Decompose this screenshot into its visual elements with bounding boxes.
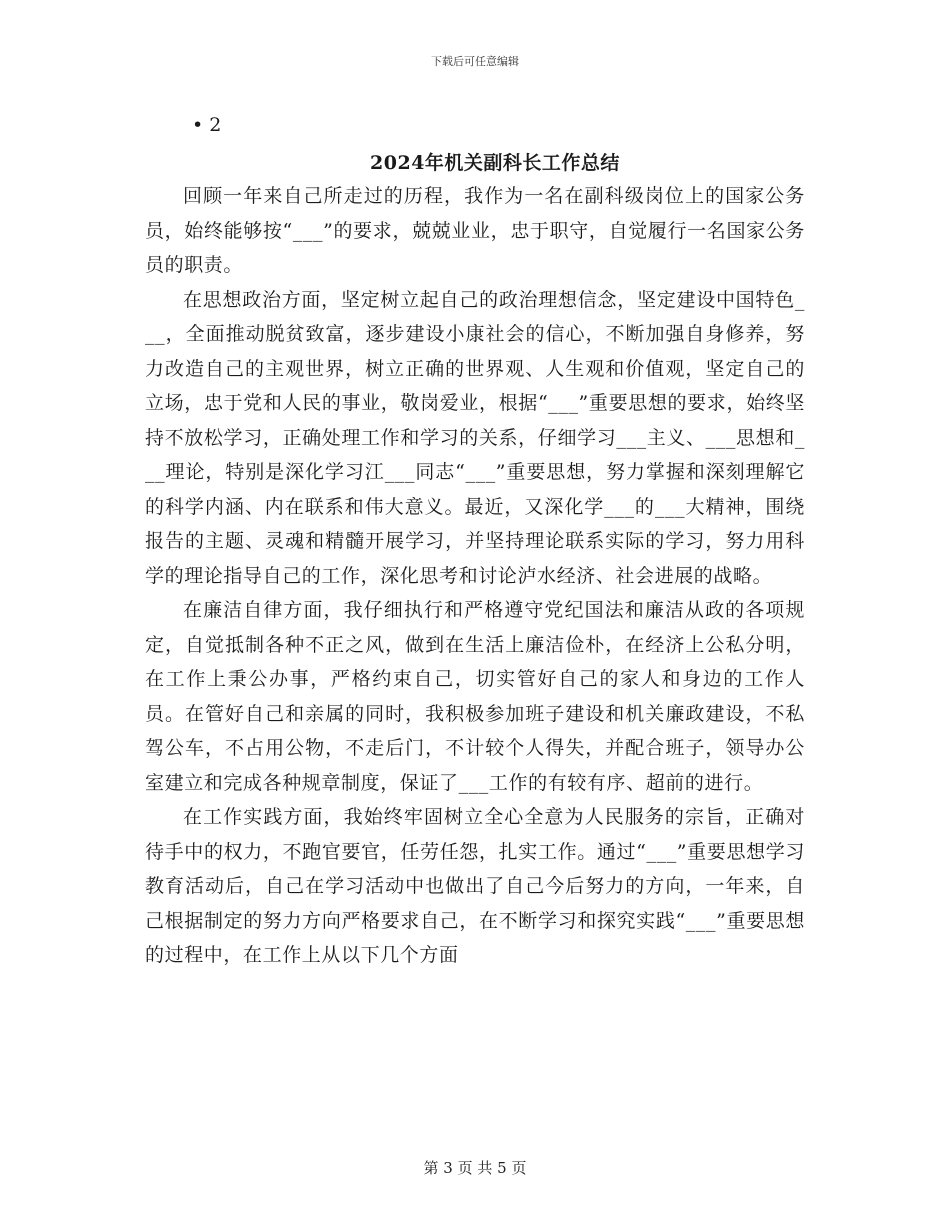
document-title: 2024年机关副科长工作总结 <box>370 152 620 174</box>
page-number: 第 3 页 共 5 页 <box>423 1159 527 1177</box>
paragraph-work-practice: 在工作实践方面，我始终牢固树立全心全意为人民服务的宗旨，正确对待手中的权力，不跑官要官，任劳任怨，扎实工作。通过“___”重要思想学习教育活动后，自己在学习活动中也做出了自己今后努力的方向，一年来，自己根据制定的努力方向严格要求自己，在不断学习和探究实践“___”重要思想的过程中，在工作上从以下几个方面 <box>145 806 805 966</box>
paragraph-intro: 回顾一年来自己所走过的历程，我作为一名在副科级岗位上的国家公务员，始终能够按“___”的要求，兢兢业业，忠于职守，自觉履行一名国家公务员的职责。 <box>145 185 805 276</box>
header-note: 下载后可任意编辑 <box>431 55 519 68</box>
list-marker: • 2 <box>192 114 222 136</box>
paragraph-integrity: 在廉洁自律方面，我仔细执行和严格遵守党纪国法和廉洁从政的各项规定，自觉抵制各种不正之风，做到在生活上廉洁俭朴，在经济上公私分明，在工作上秉公办事，严格约束自己，切实管好自己的家人和身边的工作人员。在管好自己和亲属的同时，我积极参加班子建设和机关廉政建设，不私驾公车，不占用公物，不走后门，不计较个人得失，并配合班子，领导办公室建立和完成各种规章制度，保证了___工作的有较有序、超前的进行。 <box>145 599 805 794</box>
paragraph-political-thought: 在思想政治方面，坚定树立起自己的政治理想信念，坚定建设中国特色___，全面推动脱贫致富，逐步建设小康社会的信心，不断加强自身修养，努力改造自己的主观世界，树立正确的世界观、人生观和价值观，坚定自己的立场，忠于党和人民的事业，敬岗爱业，根据“___”重要思想的要求，始终坚持不放松学习，正确处理工作和学习的关系，仔细学习___主义、___思想和___理论，特别是深化学习江___同志“___”重要思想，努力掌握和深刻理解它的科学内涵、内在联系和伟大意义。最近，又深化学___的___大精神，围绕报告的主题、灵魂和精髓开展学习，并坚持理论联系实际的学习，努力用科学的理论指导自己的工作，深化思考和讨论泸水经济、社会进展的战略。 <box>145 288 805 587</box>
document-body <box>145 179 805 973</box>
